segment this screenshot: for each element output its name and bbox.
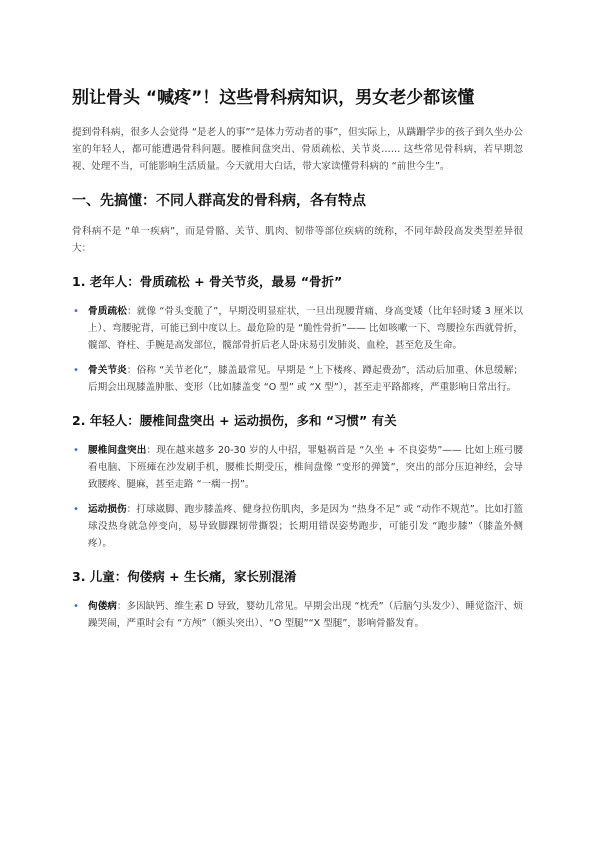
term-label: 佝偻病 [88, 601, 117, 612]
bullet-dot-icon: • [73, 504, 79, 515]
term-label: 骨关节炎 [88, 365, 127, 376]
article-title: 别让骨头 “喊疼”！这些骨科病知识，男女老少都该懂 [72, 88, 475, 108]
bullet-list-young [72, 442, 523, 552]
bullet-dot-icon: • [73, 365, 79, 376]
list-item [72, 362, 523, 396]
item-text: ：俗称 “关节老化”，膝盖最常见。早期是 “上下楼疼、蹲起费劲”，活动后加重、休息缓解；后期会出现膝盖肿胀、变形（比如膝盖变 “O 型” 或 “X 型”），甚至走平路都疼，严重影响日常出行。 [88, 365, 524, 393]
item-text: ：多因缺钙、维生素 D 导致，婴幼儿常见。早期会出现 “枕秃”（后脑勺头发少）、睡觉盗汗、烦躁哭闹，严重时会有 “方颅”（额头突出）、“O 型腿”“X 型腿”，影响骨骼发育。 [88, 601, 524, 629]
item-text: ：就像 “骨头变脆了”，早期没明显症状，一旦出现腰背痛、身高变矮（比年轻时矮 3 厘米以上）、弯腰驼背，可能已到中度以上。最危险的是 “脆性骨折”—— 比如咳嗽一下、弯腰捡东西就骨折，髋部、脊柱、手腕是高发部位，髋部骨折后老人卧床易引发肺炎、血栓，甚至危及生命。 [88, 306, 524, 351]
bullet-dot-icon: • [73, 601, 79, 612]
bullet-list-children [72, 598, 523, 632]
section-intro-paragraph: 骨科病不是 “单一疾病”，而是骨骼、关节、肌肉、韧带等部位疾病的统称，不同年龄段高发类型差异很大： [72, 226, 523, 254]
term-label: 骨质疏松 [88, 306, 127, 317]
list-item [72, 303, 523, 354]
list-item [72, 598, 523, 632]
group-heading-young: 2. 年轻人：腰椎间盘突出 + 运动损伤，多和 “习惯” 有关 [72, 413, 397, 428]
term-label: 运动损伤 [88, 504, 127, 515]
bullet-dot-icon: • [73, 445, 79, 456]
section-heading: 一、先搞懂：不同人群高发的骨科病，各有特点 [72, 193, 366, 209]
bullet-list-elderly [72, 303, 523, 396]
term-label: 腰椎间盘突出 [88, 445, 147, 456]
bullet-dot-icon: • [73, 306, 79, 317]
item-text: ：现在越来越多 20-30 岁的人中招，罪魁祸首是 “久坐 + 不良姿势”—— 比如上班弓腰看电脑、下班瘫在沙发刷手机，腰椎长期受压，椎间盘像 “变形的弹簧”，突出的部分压迫神经，会导致腰疼、腿麻，甚至走路 “一瘸一拐”。 [88, 445, 524, 490]
list-item [72, 501, 523, 552]
item-text: ：打球崴脚、跑步膝盖疼、健身拉伤肌肉，多是因为 “热身不足” 或 “动作不规范”。比如打篮球没热身就急停变向，易导致脚踝韧带撕裂；长期用错误姿势跑步，可能引发 “跑步膝”（膝盖外侧疼）。 [88, 504, 524, 549]
group-heading-children: 3. 儿童：佝偻病 + 生长痛，家长别混淆 [72, 569, 297, 584]
list-item [72, 442, 523, 493]
intro-paragraph: 提到骨科病，很多人会觉得 “是老人的事”“是体力劳动者的事”，但实际上，从蹒跚学步的孩子到久坐办公室的年轻人，都可能遭遇骨科问题。腰椎间盘突出、骨质疏松、关节炎…… 这些常见骨科病，若早期忽视、处理不当，可能影响生活质量。今天就用大白话，带大家读懂骨科病的 “前世今生”。 [72, 127, 523, 172]
group-heading-elderly: 1. 老年人：骨质疏松 + 骨关节炎，最易 “骨折” [72, 274, 343, 289]
